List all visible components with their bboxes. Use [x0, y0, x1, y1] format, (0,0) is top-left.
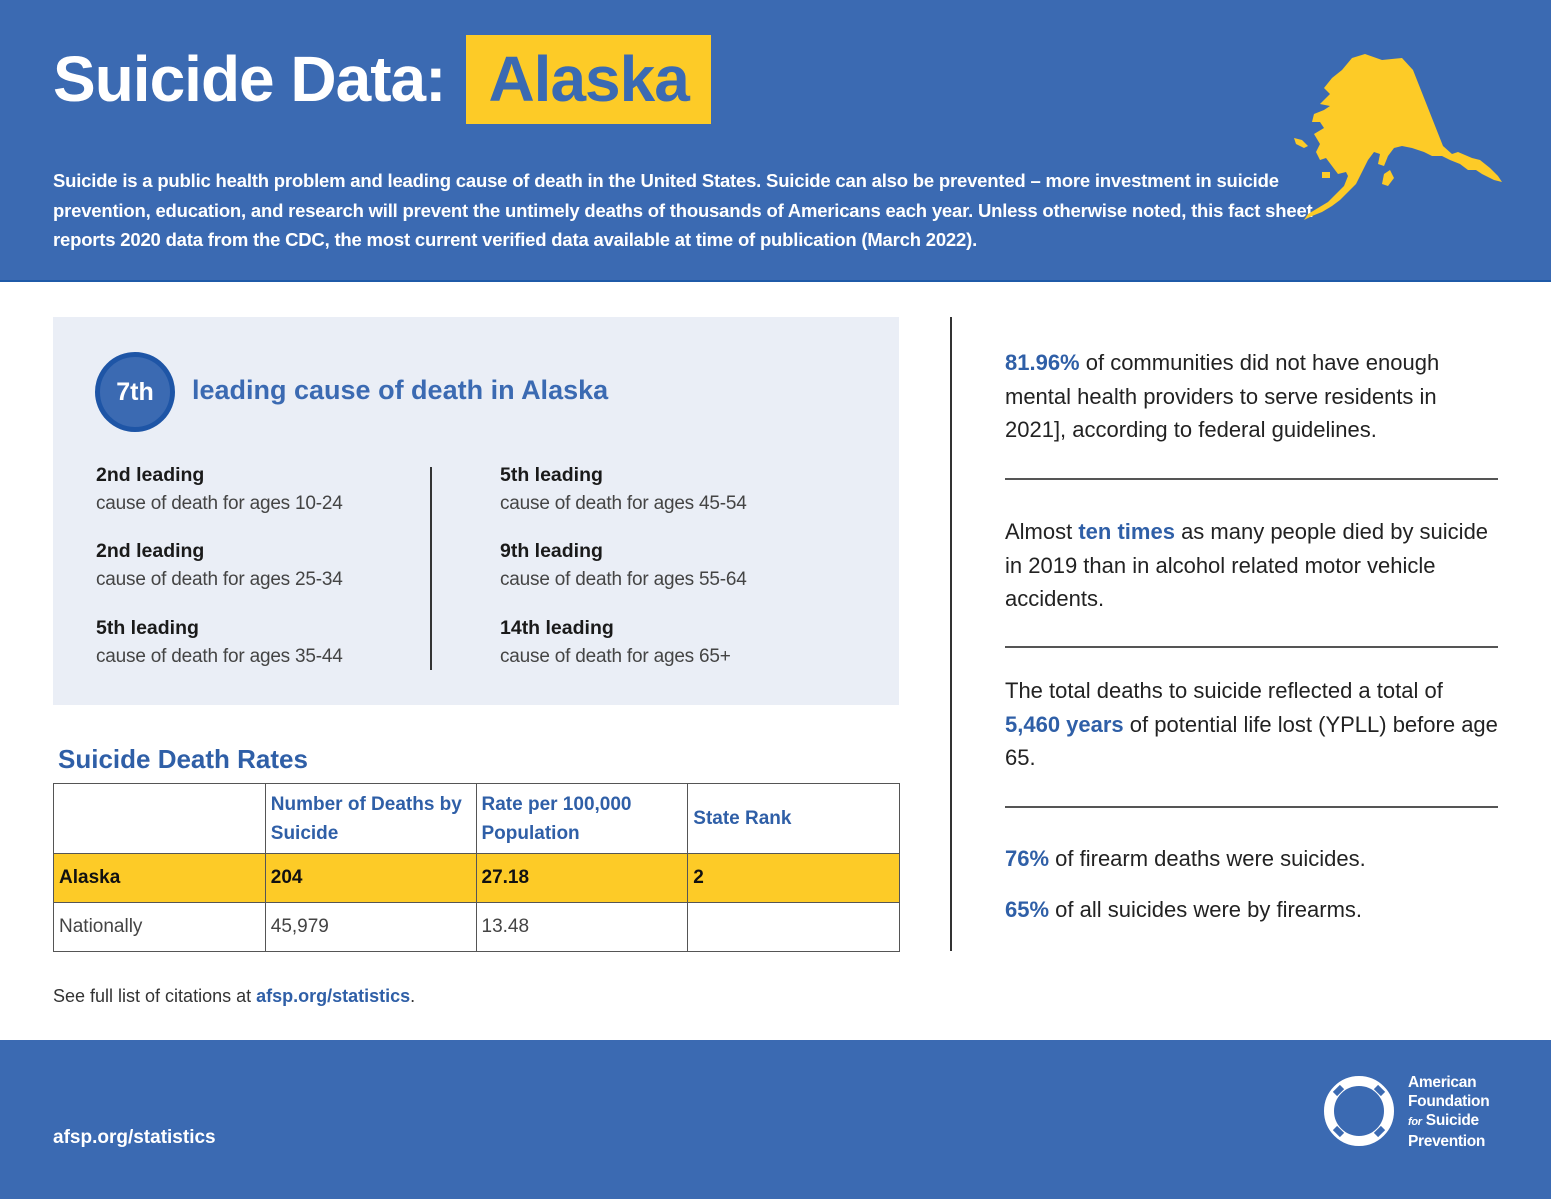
age-group-item — [500, 461, 830, 519]
fact-text: The total deaths to suicide reflected a total of — [1005, 678, 1443, 703]
row-label: Nationally — [54, 903, 266, 952]
age-rank: 2nd leading — [96, 540, 205, 562]
fact-text: as many people died by suicide in 2019 than in alcohol related motor vehicle accidents. — [1005, 519, 1489, 611]
fact-text: of potential life lost (YPLL) before age 65. — [1005, 711, 1498, 770]
age-rank: 14th leading — [500, 617, 614, 639]
age-group-item — [500, 537, 830, 595]
fact-text: of firearm deaths were suicides. — [1049, 846, 1366, 871]
column-header: Rate per 100,000 Population — [476, 784, 688, 854]
deaths-cell: 204 — [265, 854, 476, 903]
age-desc: cause of death for ages 45-54 — [500, 493, 747, 514]
citation-link[interactable]: afsp.org/statistics — [256, 986, 411, 1006]
header-banner — [0, 0, 1551, 282]
rank-cell: 2 — [688, 854, 900, 903]
fact-text: of communities did not have enough mental health providers to serve residents in 2021], according to federal guidelines. — [1005, 350, 1440, 442]
table-row-state — [54, 854, 900, 903]
life-ring-logo-icon — [1324, 1076, 1394, 1146]
footer-statistics-link[interactable]: afsp.org/statistics — [53, 1127, 216, 1148]
age-rank: 2nd leading — [96, 464, 205, 486]
citation-suffix: . — [410, 986, 416, 1006]
footer-banner — [0, 1040, 1551, 1199]
leading-cause-heading: leading cause of death in Alaska — [192, 375, 609, 405]
fact-firearm-suicides — [1005, 893, 1500, 927]
rates-heading: Suicide Death Rates — [58, 744, 308, 774]
rank-badge-text: 7th — [116, 377, 154, 406]
fact-text: Almost — [1005, 519, 1079, 544]
fact-highlight: 65% — [1005, 897, 1050, 922]
rank-badge — [95, 352, 175, 432]
rates-table — [53, 783, 900, 952]
alaska-map-icon — [1290, 48, 1505, 223]
age-rank: 5th leading — [500, 464, 603, 486]
column-header: State Rank — [688, 784, 900, 854]
fact-providers — [1005, 346, 1500, 447]
age-desc: cause of death for ages 65+ — [500, 646, 731, 667]
age-desc: cause of death for ages 55-64 — [500, 569, 747, 590]
rate-cell: 13.48 — [476, 903, 688, 952]
vertical-divider — [950, 317, 952, 951]
age-desc: cause of death for ages 35-44 — [96, 646, 343, 667]
fact-ypll — [1005, 674, 1500, 775]
fact-ten-times — [1005, 515, 1500, 616]
column-header — [54, 784, 266, 854]
deaths-cell: 45,979 — [265, 903, 476, 952]
logo-word: Suicide — [1425, 1112, 1479, 1129]
state-name-badge: Alaska — [466, 35, 710, 124]
fact-highlight: 81.96% — [1005, 350, 1080, 375]
age-rank: 9th leading — [500, 540, 603, 562]
logo-line: Foundation — [1408, 1093, 1490, 1110]
leading-cause-panel — [53, 317, 899, 705]
fact-divider — [1005, 806, 1498, 808]
age-rank: 5th leading — [96, 617, 199, 639]
citation-prefix: See full list of citations at — [53, 986, 257, 1006]
age-group-item — [96, 614, 426, 672]
fact-highlight: 5,460 years — [1005, 711, 1124, 737]
afsp-logo-text — [1408, 1073, 1489, 1151]
fact-divider — [1005, 478, 1498, 480]
title-text: Suicide Data: — [53, 43, 446, 115]
logo-line — [1408, 1111, 1489, 1132]
age-group-item — [96, 461, 426, 519]
rate-cell: 27.18 — [476, 854, 688, 903]
fact-text: of all suicides were by firearms. — [1049, 897, 1363, 922]
table-row-national — [54, 903, 900, 952]
age-desc: cause of death for ages 25-34 — [96, 569, 343, 590]
table-header-row — [54, 784, 900, 854]
fact-highlight: ten times — [1078, 519, 1175, 544]
column-header: Number of Deaths by Suicide — [265, 784, 476, 854]
age-group-item — [500, 614, 830, 672]
fact-divider — [1005, 646, 1498, 648]
logo-line: American — [1408, 1074, 1477, 1091]
logo-for: for — [1408, 1116, 1422, 1128]
page-title — [53, 35, 711, 124]
row-label: Alaska — [54, 854, 266, 903]
age-group-item — [96, 537, 426, 595]
intro-paragraph: Suicide is a public health problem and leading cause of death in the United States. Suicide can also be prevented – more investment in suicide prevention, education, and research will prevent the untimely deaths of thousands of Americans each year. Unless otherwise noted, this fact sheet reports 2020 data from the CDC, the most current verified data available at time of publication (March 2022). — [53, 170, 1313, 250]
column-divider — [430, 467, 432, 670]
rank-cell — [688, 903, 900, 952]
age-desc: cause of death for ages 10-24 — [96, 493, 343, 514]
fact-firearm-deaths — [1005, 842, 1500, 876]
citation-note — [53, 986, 415, 1007]
fact-highlight: 76% — [1005, 846, 1050, 871]
logo-line: Prevention — [1408, 1133, 1486, 1150]
